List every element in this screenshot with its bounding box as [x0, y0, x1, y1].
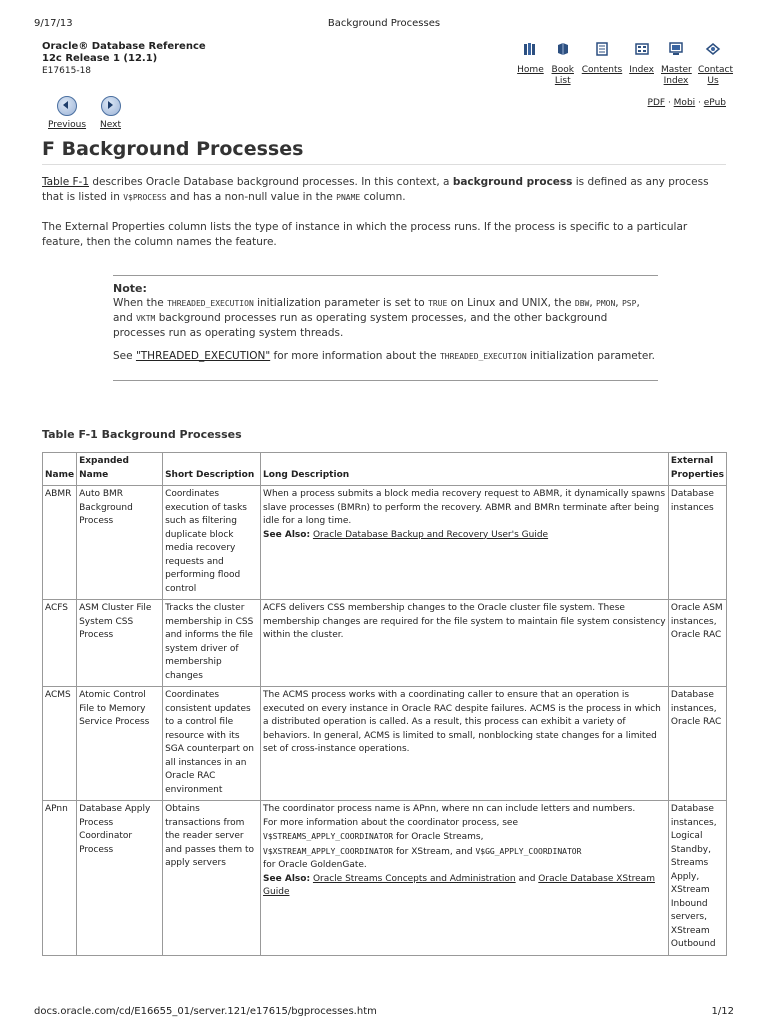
next-button[interactable]	[100, 96, 121, 130]
long-text: for XStream, and	[393, 846, 476, 857]
nav-contents-link[interactable]: Contents	[581, 65, 623, 75]
see-also-label: See Also:	[263, 529, 311, 540]
cell-external-properties: Oracle ASM instances, Oracle RAC	[668, 600, 726, 687]
cell-long-description	[261, 486, 669, 600]
cell-name: APnn	[43, 801, 77, 956]
long-text: For more information about the coordinator process, see	[263, 817, 519, 828]
nav-contact-link[interactable]: Contact Us	[698, 65, 734, 86]
book-title: Oracle® Database Reference	[42, 41, 206, 52]
cell-external-properties: Database instances	[668, 486, 726, 600]
book-info	[42, 41, 206, 77]
note-text: ,	[589, 297, 597, 309]
col-header-external-properties: External Properties	[668, 453, 726, 486]
table-row	[43, 687, 727, 801]
print-url: docs.oracle.com/cd/E16655_01/server.121/e17615/bgprocesses.htm	[34, 1006, 377, 1017]
note-text: initialization parameter.	[526, 350, 656, 362]
code-dbw: DBW	[574, 299, 590, 308]
intro-text-2: is defined as any process that is listed in	[42, 176, 709, 203]
nav-home-link[interactable]: Home	[517, 65, 544, 75]
mobi-link[interactable]: Mobi	[673, 98, 696, 108]
code-vktm: VKTM	[136, 314, 156, 323]
col-header-short-description: Short Description	[163, 453, 261, 486]
table-row	[43, 801, 727, 956]
print-page-number: 1/12	[711, 1006, 734, 1017]
intro-text-4: column.	[360, 191, 406, 203]
cell-short-description: Coordinates consistent updates to a control file resource with its SGA counterpart on all instances in an Oracle RAC environment	[163, 687, 261, 801]
col-header-name: Name	[43, 453, 77, 486]
code-true: TRUE	[428, 299, 448, 308]
threaded-execution-link[interactable]: "THREADED_EXECUTION"	[135, 350, 271, 362]
note-text: ,	[615, 297, 622, 309]
contents-icon	[594, 41, 610, 57]
index-icon	[634, 41, 650, 57]
cell-name: ACFS	[43, 600, 77, 687]
code-psp: PSP	[621, 299, 637, 308]
cell-name: ABMR	[43, 486, 77, 600]
col-header-long-description: Long Description	[261, 453, 669, 486]
cell-long-description: The ACMS process works with a coordinating caller to ensure that an operation is executed on every instance in Oracle RAC despite failures. ACMS is the process in which a distributed operation is called. As a result, this process can exhibit a variety of behaviors. In general, ACMS is limited to small, nonblocking state changes for a limited set of cross-instance operations.	[261, 687, 669, 801]
code-xstream-apply-coordinator: V$XSTREAM_APPLY_COORDINATOR	[263, 846, 394, 856]
code-threaded-execution: THREADED_EXECUTION	[439, 352, 527, 361]
cell-short-description: Tracks the cluster membership in CSS and informs the file system driver of membership changes	[163, 600, 261, 687]
arrow-left-icon	[57, 96, 77, 116]
background-processes-table	[42, 452, 727, 956]
code-pname: PNAME	[336, 193, 361, 202]
note-text: When the	[113, 297, 168, 309]
previous-button[interactable]	[48, 96, 86, 130]
note-text: See	[113, 350, 136, 362]
long-text: for Oracle GoldenGate.	[263, 860, 367, 870]
long-text: The coordinator process name is APnn, where nn can include letters and numbers.	[263, 804, 636, 814]
intro-bold-term: background process	[452, 176, 573, 188]
book-list-icon	[555, 41, 571, 57]
note-text: background processes run as operating system processes, and the other background processes run as operating system threads.	[113, 312, 608, 339]
intro-text-1: describes Oracle Database background processes. In this context, a	[89, 176, 453, 188]
see-also-link[interactable]: Oracle Database XStream Guide	[263, 873, 655, 897]
table-row	[43, 600, 727, 687]
nav-contents[interactable]	[582, 41, 622, 87]
nav-home[interactable]	[517, 41, 544, 87]
code-gg-apply-coordinator: V$GG_APPLY_COORDINATOR	[475, 846, 582, 856]
note-text: , and	[113, 297, 640, 324]
top-navigation	[510, 41, 734, 87]
table-row	[43, 486, 727, 600]
master-index-icon	[668, 41, 684, 57]
table-caption: Table F-1 Background Processes	[42, 428, 242, 441]
epub-link[interactable]: ePub	[703, 98, 726, 108]
cell-external-properties: Database instances, Logical Standby, Streams Apply, XStream Inbound servers, XStream Outbound	[668, 801, 726, 956]
long-text: for Oracle Streams,	[393, 832, 484, 842]
prev-next-nav	[48, 96, 121, 130]
intro-paragraph	[42, 175, 726, 205]
note-text: for more information about the	[270, 350, 440, 362]
intro-text-3: and has a non-null value in the	[166, 191, 337, 203]
cell-short-description: Obtains transactions from the reader server and passes them to apply servers	[163, 801, 261, 956]
external-properties-paragraph: The External Properties column lists the type of instance in which the process runs. If the process is specific to a particular feature, then the column names the feature.	[42, 221, 688, 248]
cell-name: ACMS	[43, 687, 77, 801]
code-pmon: PMON	[596, 299, 616, 308]
page-title: F Background Processes	[42, 138, 726, 165]
cell-short-description: Coordinates execution of tasks such as filtering duplicate block media recovery requests and performing flood control	[163, 486, 261, 600]
cell-expanded-name: Auto BMR Background Process	[77, 486, 163, 600]
arrow-right-icon	[101, 96, 121, 116]
long-text: When a process submits a block media recovery request to ABMR, it dynamically spawns slave processes (BMRn) to perform the recovery. ABMR and BMRn terminate after being idle for a long time.	[263, 489, 666, 526]
table-header-row	[43, 453, 727, 486]
cell-long-description: ACFS delivers CSS membership changes to the Oracle cluster file system. These membership changes are required for the file system to maintain file system consistency within the cluster.	[261, 600, 669, 687]
print-date: 9/17/13	[34, 18, 73, 29]
previous-link[interactable]: Previous	[48, 120, 87, 130]
code-v-process: V$PROCESS	[123, 193, 167, 202]
see-also-label: See Also:	[263, 873, 311, 884]
col-header-expanded-name: Expanded Name	[77, 453, 163, 486]
contact-icon	[705, 41, 721, 57]
nav-contact[interactable]	[698, 41, 734, 87]
nav-index[interactable]	[629, 41, 654, 87]
nav-master-index[interactable]	[661, 41, 691, 87]
pdf-link[interactable]: PDF	[647, 98, 666, 108]
cell-expanded-name: Atomic Control File to Memory Service Process	[77, 687, 163, 801]
table-f1-link[interactable]: Table F-1	[42, 176, 89, 188]
book-id: E17615-18	[42, 66, 92, 76]
cell-external-properties: Database instances, Oracle RAC	[668, 687, 726, 801]
code-streams-apply-coordinator: V$STREAMS_APPLY_COORDINATOR	[263, 832, 394, 841]
nav-master-index-link[interactable]: Master Index	[661, 65, 692, 86]
code-threaded-execution: THREADED_EXECUTION	[167, 299, 254, 308]
note-title: Note:	[113, 282, 147, 295]
see-also-and: and	[515, 873, 539, 884]
see-also-link[interactable]: Oracle Streams Concepts and Administration	[312, 873, 516, 884]
nav-book-list[interactable]	[551, 41, 575, 87]
see-also-link[interactable]: Oracle Database Backup and Recovery User's Guide	[312, 529, 549, 540]
format-links: PDF · Mobi · ePub	[647, 98, 726, 108]
nav-book-list-link[interactable]: Book List	[551, 65, 574, 86]
note-text: on Linux and UNIX, the	[447, 297, 575, 309]
note-box	[113, 275, 658, 381]
note-paragraph-1	[113, 296, 658, 341]
home-icon	[522, 41, 538, 57]
cell-expanded-name: Database Apply Process Coordinator Process	[77, 801, 163, 956]
print-title: Background Processes	[327, 18, 441, 29]
book-release: 12c Release 1 (12.1)	[42, 53, 158, 64]
note-paragraph-2	[113, 349, 658, 364]
next-link[interactable]: Next	[100, 120, 122, 130]
nav-index-link[interactable]: Index	[629, 65, 654, 75]
cell-expanded-name: ASM Cluster File System CSS Process	[77, 600, 163, 687]
cell-long-description	[261, 801, 669, 956]
note-text: initialization parameter is set to	[253, 297, 429, 309]
